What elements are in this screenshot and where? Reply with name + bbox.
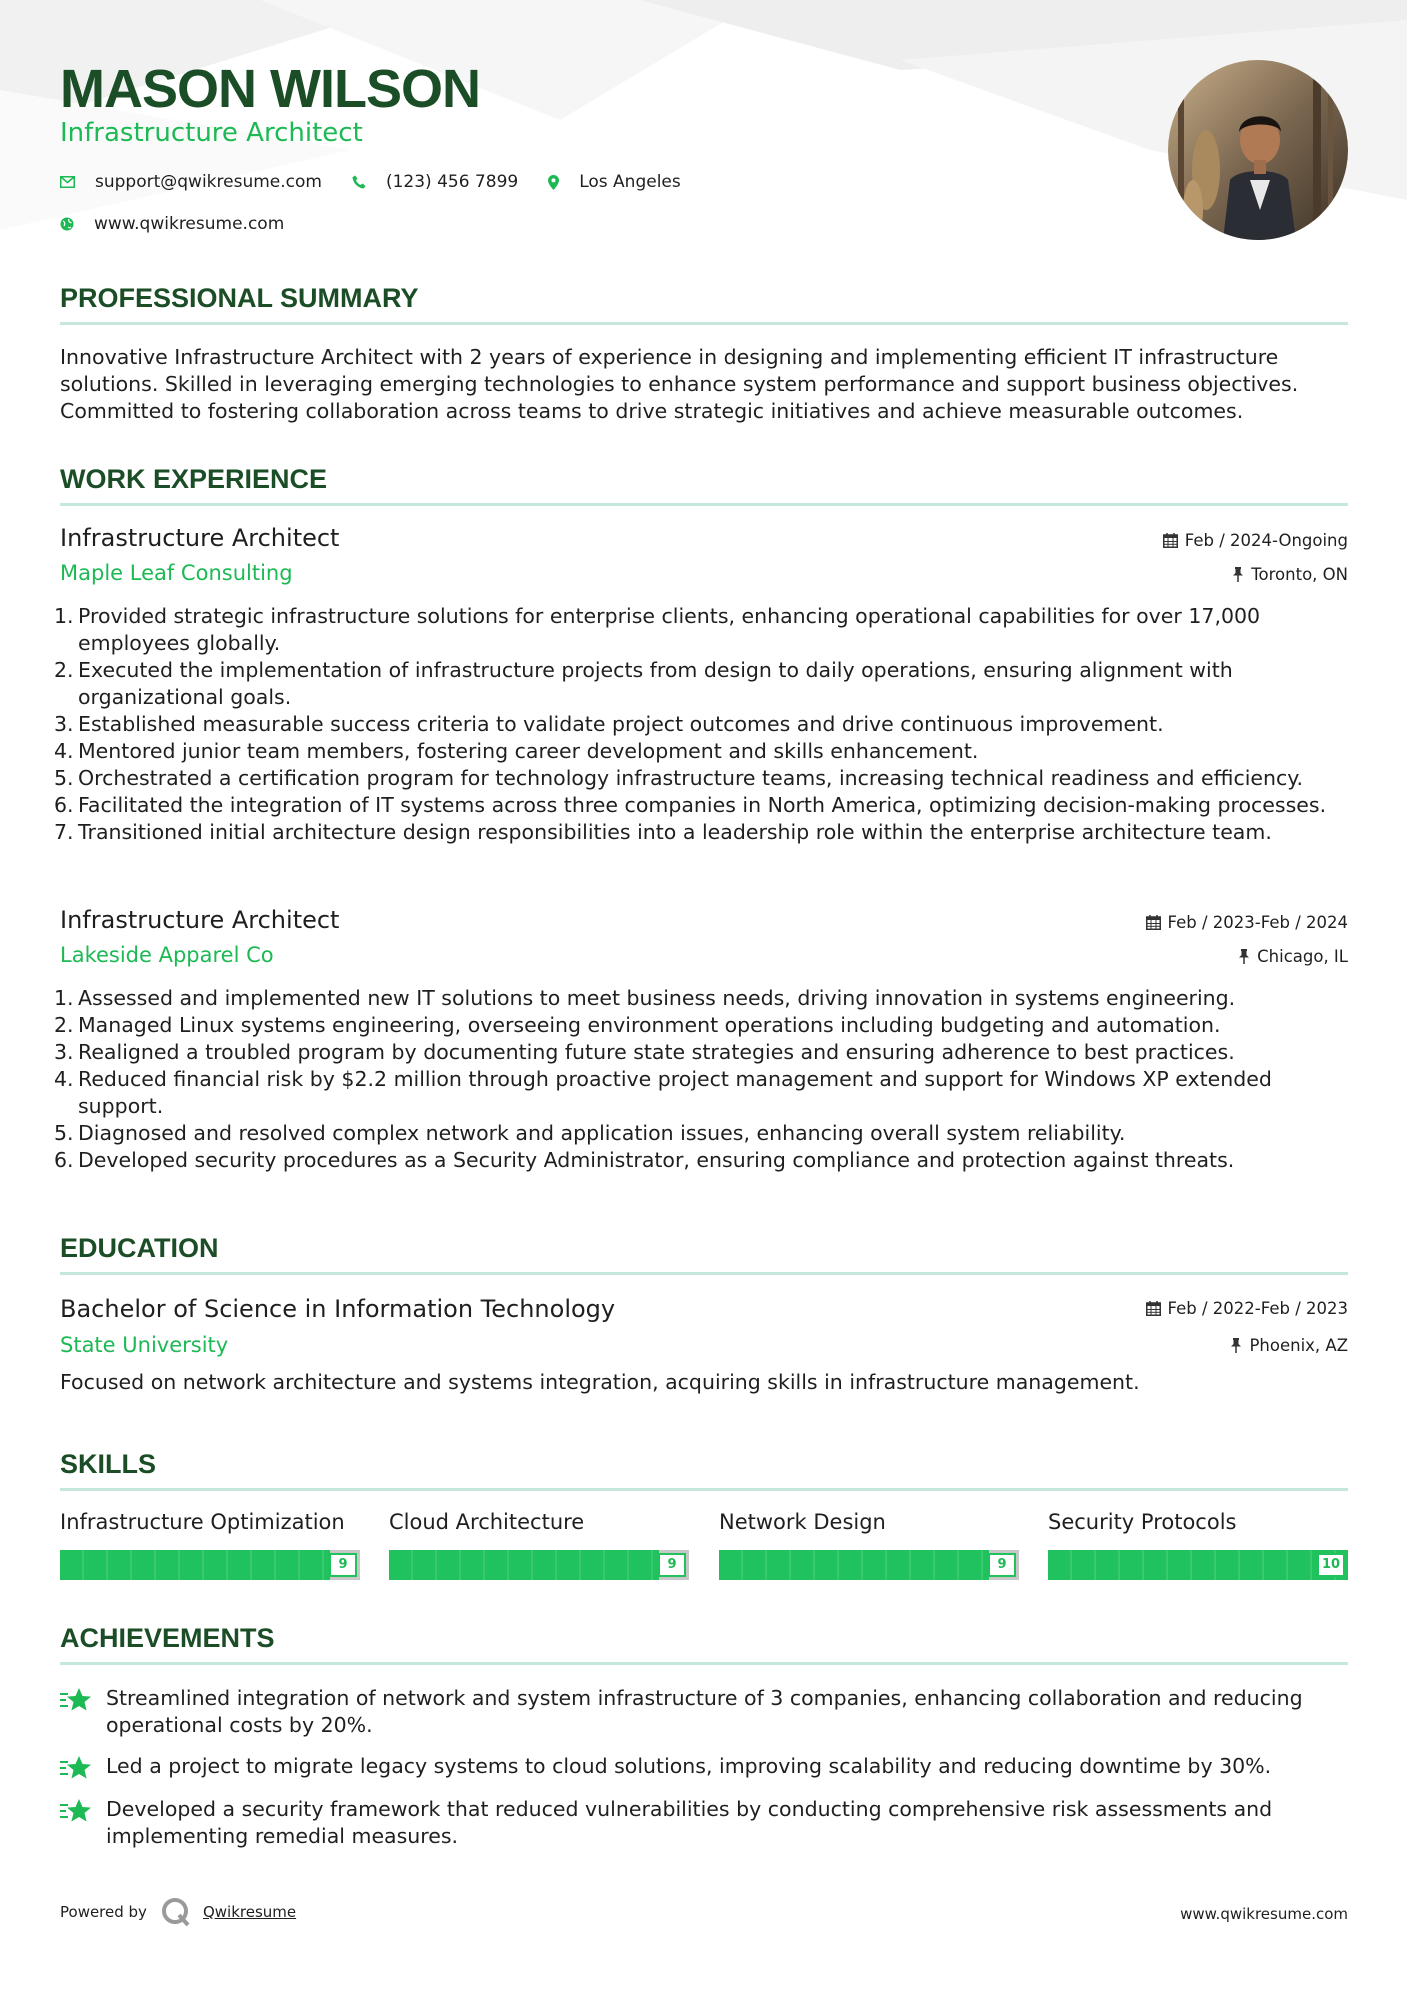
qwikresume-link[interactable]: Qwikresume [202, 1903, 297, 1921]
skill-name: Cloud Architecture [389, 1510, 585, 1534]
skill-name: Security Protocols [1048, 1510, 1237, 1534]
job-1-location [1232, 565, 1348, 584]
website-text: www.qwikresume.com [94, 214, 285, 234]
education-degree: Bachelor of Science in Information Technology [60, 1295, 616, 1323]
job-1-date-text: Feb / 2024-Ongoing [1184, 531, 1348, 550]
education-heading: EDUCATION [60, 1233, 219, 1263]
skill-bar [389, 1550, 689, 1580]
skill-score: 9 [329, 1553, 357, 1577]
contact-email[interactable] [60, 172, 322, 192]
contact-row [60, 172, 711, 192]
job-2-location-text: Chicago, IL [1257, 947, 1348, 966]
calendar-icon [1146, 1301, 1161, 1316]
skill-bar-fill [60, 1550, 330, 1580]
summary-divider [60, 322, 1348, 325]
achievement-item [60, 1685, 1348, 1739]
skill-security-protocols [1048, 1510, 1348, 1580]
location-text: Los Angeles [579, 172, 681, 192]
list-item: 1. Provided strategic infrastructure solutions for enterprise clients, enhancing operational capabilities for over 17,000 employees globally. [54, 604, 1261, 655]
achievements-heading: ACHIEVEMENTS [60, 1623, 275, 1653]
education-divider [60, 1272, 1348, 1275]
star-icon [60, 1685, 106, 1739]
pushpin-icon [1230, 1338, 1242, 1353]
summary-text: Innovative Infrastructure Architect with 2 years of experience in designing and implementing efficient IT infrastructure solutions. Skilled in leveraging emerging technologies to enhance system performance and support business objectives. Committed to fostering collaboration across teams to drive strategic initiatives and achieve measurable outcomes. [60, 345, 1299, 423]
experience-heading: WORK EXPERIENCE [60, 464, 328, 494]
phone-text: (123) 456 7899 [385, 172, 519, 192]
job-2-date [1146, 913, 1348, 932]
education-date [1146, 1299, 1348, 1318]
footer-website[interactable]: www.qwikresume.com [1180, 1905, 1348, 1923]
achievement-item [60, 1796, 1348, 1850]
email-text: support@qwikresume.com [95, 172, 322, 192]
skills-heading: SKILLS [60, 1449, 157, 1479]
job-1-location-text: Toronto, ON [1251, 565, 1348, 584]
list-item: 4. Reduced financial risk by $2.2 million through proactive project management and support for Windows XP extended support. [54, 1067, 1272, 1118]
job-2-date-text: Feb / 2023-Feb / 2024 [1167, 913, 1348, 932]
job-2-bullets [54, 985, 1348, 1174]
qwikresume-logo-icon [161, 1897, 191, 1927]
education-description: Focused on network architecture and systems integration, acquiring skills in infrastructure management. [60, 1370, 1140, 1394]
education-location-text: Phoenix, AZ [1249, 1336, 1348, 1355]
education-date-text: Feb / 2022-Feb / 2023 [1167, 1299, 1348, 1318]
contact-website[interactable] [60, 214, 284, 234]
map-pin-icon [548, 175, 559, 190]
skill-score: 9 [658, 1553, 686, 1577]
list-item: 2. Managed Linux systems engineering, overseeing environment operations including budgeting and automation. [54, 1013, 1221, 1037]
education-school: State University [60, 1333, 229, 1357]
job-2-location [1238, 947, 1348, 966]
skill-name: Network Design [719, 1510, 886, 1534]
website-row [60, 214, 314, 234]
skill-bar [719, 1550, 1019, 1580]
list-item: 4. Mentored junior team members, fostering career development and skills enhancement. [54, 739, 979, 763]
list-item: 6. Facilitated the integration of IT systems across three companies in North America, optimizing decision-making processes. [54, 793, 1327, 817]
skill-bar-fill [1048, 1550, 1348, 1580]
pushpin-icon [1232, 567, 1244, 582]
achievement-item [60, 1753, 1348, 1785]
phone-icon [352, 175, 366, 189]
calendar-icon [1163, 533, 1178, 548]
job-1-date [1163, 531, 1348, 550]
list-item: 5. Diagnosed and resolved complex network and application issues, enhancing overall system reliability. [54, 1121, 1126, 1145]
powered-by-label: Powered by [60, 1903, 147, 1921]
summary-heading: PROFESSIONAL SUMMARY [60, 283, 419, 313]
candidate-role: Infrastructure Architect [60, 118, 363, 148]
skill-bar [1048, 1550, 1348, 1580]
contact-phone[interactable] [352, 172, 518, 192]
skill-bar-fill [719, 1550, 989, 1580]
job-2-company: Lakeside Apparel Co [60, 943, 274, 967]
list-item: 2. Executed the implementation of infrastructure projects from design to daily operations, ensuring alignment with organizational goals. [54, 658, 1233, 709]
candidate-name: MASON WILSON [60, 59, 480, 119]
star-icon [60, 1753, 106, 1785]
skill-score: 9 [988, 1553, 1016, 1577]
footer-powered-by [60, 1897, 296, 1927]
education-location [1230, 1336, 1348, 1355]
list-item: 3. Realigned a troubled program by documenting future state strategies and ensuring adherence to best practices. [54, 1040, 1235, 1064]
achievements-divider [60, 1662, 1348, 1665]
achievement-text: Streamlined integration of network and system infrastructure of 3 companies, enhancing collaboration and reducing operational costs by 20%. [106, 1686, 1303, 1737]
globe-icon [60, 217, 74, 231]
job-2-title: Infrastructure Architect [60, 906, 340, 934]
profile-photo [1168, 60, 1348, 240]
star-icon [60, 1796, 106, 1850]
achievement-text: Led a project to migrate legacy systems to cloud solutions, improving scalability and reducing downtime by 30%. [106, 1754, 1272, 1778]
skills-divider [60, 1488, 1348, 1491]
skill-bar-fill [389, 1550, 659, 1580]
skill-cloud-architecture [389, 1510, 689, 1580]
list-item: 6. Developed security procedures as a Security Administrator, ensuring compliance and protection against threats. [54, 1148, 1235, 1172]
skill-infrastructure-optimization [60, 1510, 360, 1580]
job-1-bullets [54, 603, 1348, 846]
mail-icon [60, 176, 75, 188]
list-item: 1. Assessed and implemented new IT solutions to meet business needs, driving innovation in systems engineering. [54, 986, 1236, 1010]
job-1-company: Maple Leaf Consulting [60, 561, 293, 585]
job-1-title: Infrastructure Architect [60, 524, 340, 552]
skill-bar [60, 1550, 360, 1580]
calendar-icon [1146, 915, 1161, 930]
achievement-text: Developed a security framework that reduced vulnerabilities by conducting comprehensive risk assessments and implementing remedial measures. [106, 1797, 1273, 1848]
pushpin-icon [1238, 949, 1250, 964]
list-item: 3. Established measurable success criteria to validate project outcomes and drive continuous improvement. [54, 712, 1164, 736]
contact-location [548, 172, 681, 192]
list-item: 7. Transitioned initial architecture design responsibilities into a leadership role within the enterprise architecture team. [54, 820, 1272, 844]
skill-network-design [719, 1510, 1019, 1580]
experience-divider [60, 503, 1348, 506]
skill-name: Infrastructure Optimization [60, 1510, 345, 1534]
list-item: 5. Orchestrated a certification program for technology infrastructure teams, increasing technical readiness and efficiency. [54, 766, 1304, 790]
skill-score: 10 [1317, 1553, 1345, 1577]
